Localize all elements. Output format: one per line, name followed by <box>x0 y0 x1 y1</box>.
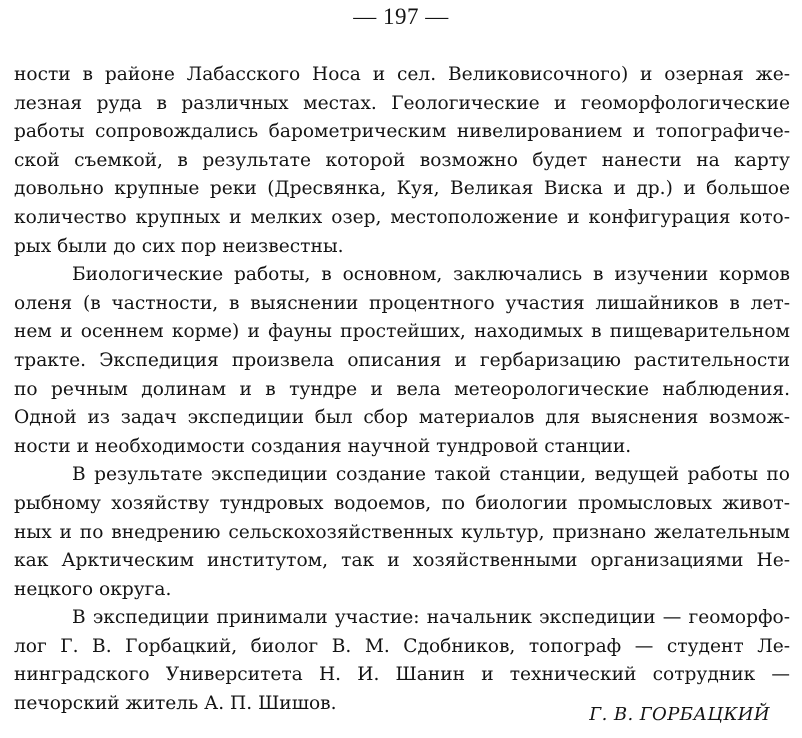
text-line: нецкого округа. <box>14 578 172 600</box>
text-line: ных и по внедрению сельскохозяйственных культур, признано желательным <box>14 521 790 543</box>
text-line: печорский житель А. П. Шишов. <box>14 693 337 715</box>
author-signature: Г. В. ГОРБАЦКИЙ <box>589 704 770 725</box>
text-line: тракте. Экспедиция произвела описания и гербаризацию растительности <box>14 349 790 371</box>
text-line: по речным долинам и в тундре и вела метеорологические наблюдения. <box>14 378 790 400</box>
text-line: нинградского Университета Н. И. Шанин и технический сотрудник — <box>14 664 790 686</box>
text-line: лезная руда в различных местах. Геологические и геоморфологические <box>14 92 790 114</box>
text-line: ской съемкой, в результате которой возможно будет нанести на карту <box>14 149 790 171</box>
paragraph <box>14 461 790 604</box>
body-text <box>14 61 790 719</box>
text-line: количество крупных и мелких озер, местоположение и конфигурация кото- <box>14 206 790 228</box>
text-line: как Арктическим институтом, так и хозяйственными организациями Не- <box>14 550 790 572</box>
page-number: — 197 — <box>353 4 449 29</box>
text-line: нем и осеннем корме) и фауны простейших, находимых в пищеварительном <box>14 321 790 343</box>
text-line: довольно крупные реки (Дресвянка, Куя, Великая Виска и др.) и большое <box>14 178 790 200</box>
text-line: Биологические работы, в основном, заключались в изучении кормов <box>72 264 790 286</box>
text-line: оленя (в частности, в выяснении процентного участия лишайников в лет- <box>14 292 790 314</box>
text-line: ности и необходимости создания научной тундровой станции. <box>14 435 632 457</box>
text-line: ности в районе Лабасского Носа и сел. Великовисочного) и озерная же- <box>14 64 790 85</box>
paragraph <box>14 261 790 461</box>
text-line: лог Г. В. Горбацкий, биолог В. М. Сдобников, топограф — студент Ле- <box>14 635 790 657</box>
text-line: работы сопровождались барометрическим нивелированием и топографиче- <box>14 121 790 143</box>
text-line: В экспедиции принимали участие: начальник экспедиции — геоморфо- <box>72 607 790 629</box>
paragraph <box>14 604 790 718</box>
text-line: рых были до сих пор неизвестны. <box>14 235 344 257</box>
text-line: В результате экспедиции создание такой станции, ведущей работы по <box>72 464 790 486</box>
text-line: рыбному хозяйству тундровых водоемов, по биологии промысловых живот- <box>14 492 790 514</box>
paragraph <box>14 61 790 261</box>
text-line: Одной из задач экспедиции был сбор материалов для выяснения возмож- <box>14 407 790 429</box>
